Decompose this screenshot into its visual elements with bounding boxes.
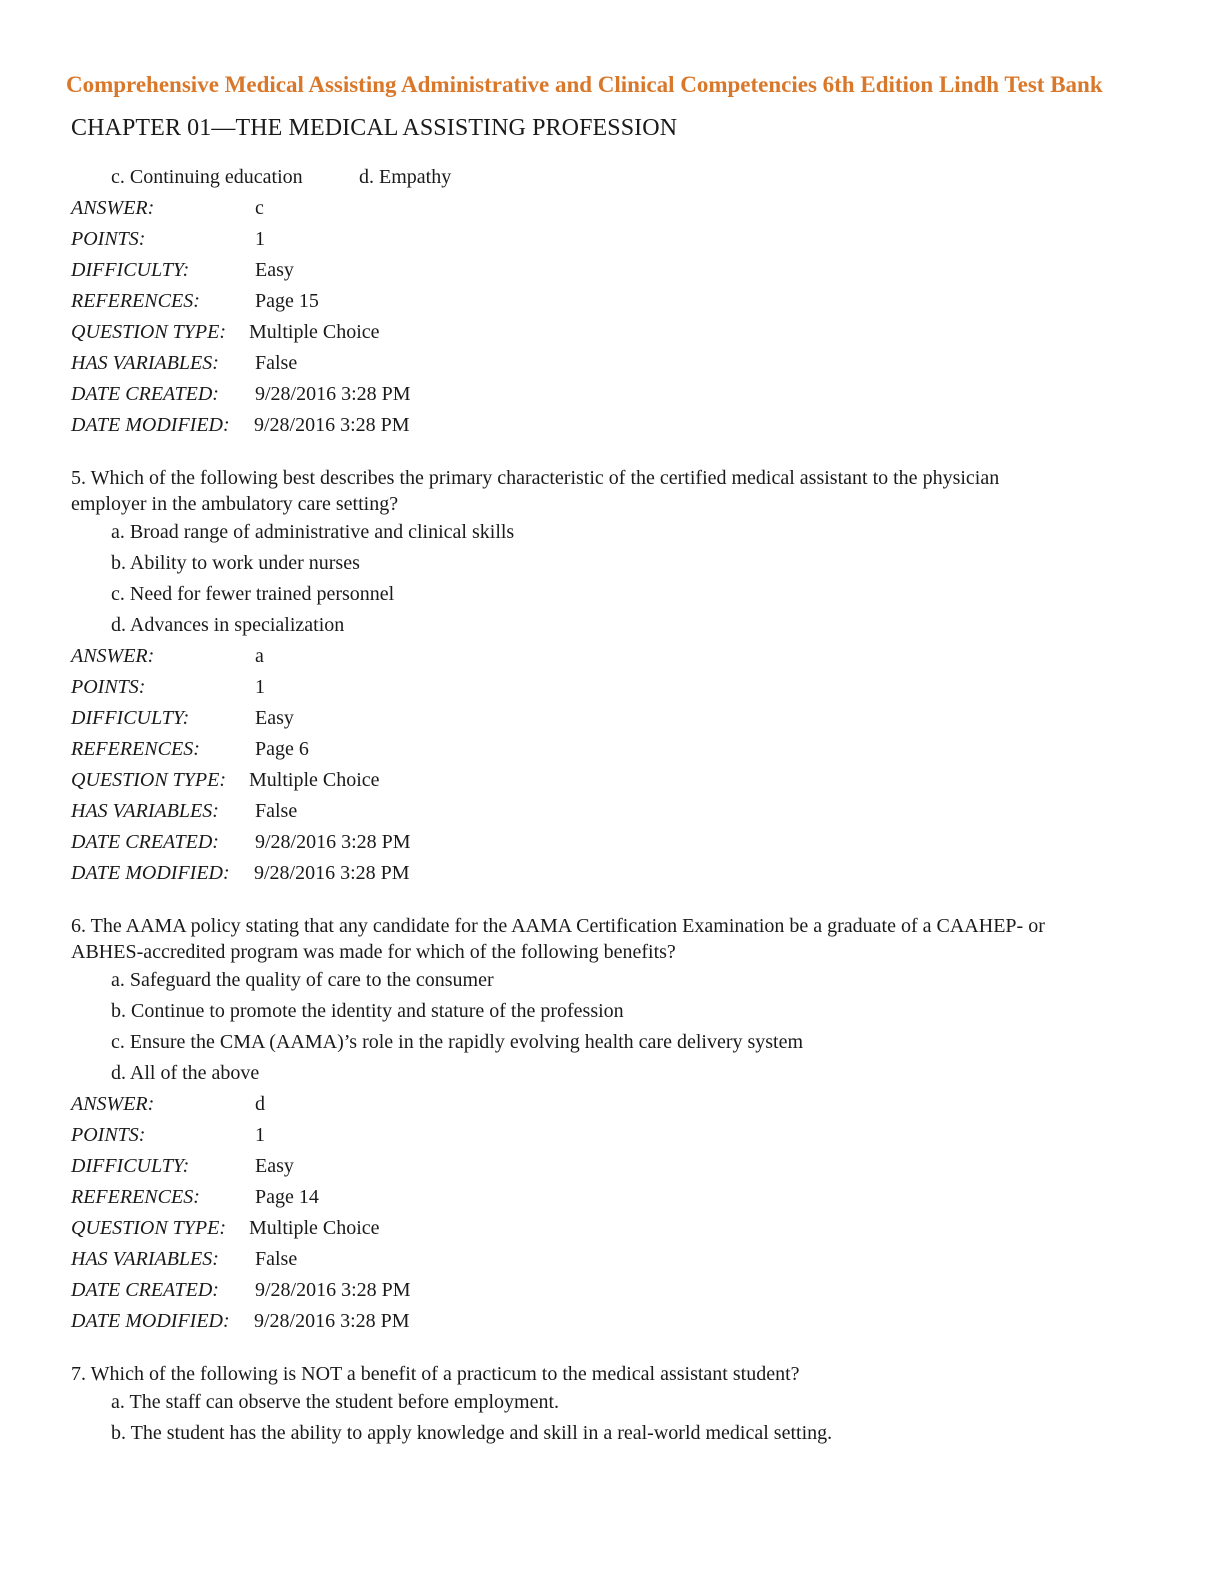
q5-references-label: REFERENCES: [71, 738, 200, 760]
q7-option-b: b. The student has the ability to apply knowledge and skill in a real-world medical setting. [111, 1422, 833, 1444]
chapter-heading: CHAPTER 01—THE MEDICAL ASSISTING PROFESSION [71, 115, 678, 141]
q4-difficulty-value: Easy [255, 259, 294, 281]
q5-option-c: c. Need for fewer trained personnel [111, 583, 395, 605]
q5-stem-line2: employer in the ambulatory care setting? [71, 493, 399, 515]
q6-question-type-label: QUESTION TYPE: [71, 1217, 227, 1239]
q4-difficulty-label: DIFFICULTY: [71, 259, 190, 281]
q5-points-label: POINTS: [71, 676, 146, 698]
q5-option-d: d. Advances in specialization [111, 614, 345, 636]
q5-difficulty-label: DIFFICULTY: [71, 707, 190, 729]
q6-difficulty-label: DIFFICULTY: [71, 1155, 190, 1177]
q6-stem-line2: ABHES-accredited program was made for which of the following benefits? [71, 941, 676, 963]
q5-date-modified-value: 9/28/2016 3:28 PM [254, 862, 410, 884]
q6-answer-value: d [255, 1093, 265, 1115]
q5-date-modified-label: DATE MODIFIED: [71, 862, 230, 884]
q4-answer-value: c [255, 197, 264, 219]
q6-points-value: 1 [255, 1124, 265, 1146]
q6-references-value: Page 14 [255, 1186, 319, 1208]
q6-has-variables-value: False [255, 1248, 298, 1270]
q5-references-value: Page 6 [255, 738, 309, 760]
q4-question-type-label: QUESTION TYPE: [71, 321, 227, 343]
q7-stem-line1: 7. Which of the following is NOT a benefit of a practicum to the medical assistant student? [71, 1363, 800, 1385]
q6-option-a: a. Safeguard the quality of care to the consumer [111, 969, 494, 991]
q4-has-variables-label: HAS VARIABLES: [71, 352, 219, 374]
q4-date-modified-value: 9/28/2016 3:28 PM [254, 414, 410, 436]
q4-answer-label: ANSWER: [71, 197, 155, 219]
q6-date-modified-value: 9/28/2016 3:28 PM [254, 1310, 410, 1332]
q5-option-a: a. Broad range of administrative and clinical skills [111, 521, 515, 543]
q4-references-value: Page 15 [255, 290, 319, 312]
q6-answer-label: ANSWER: [71, 1093, 155, 1115]
q6-option-c: c. Ensure the CMA (AAMA)’s role in the rapidly evolving health care delivery system [111, 1031, 804, 1053]
q4-references-label: REFERENCES: [71, 290, 200, 312]
q6-stem-line1: 6. The AAMA policy stating that any candidate for the AAMA Certification Examination be a graduate of a CAAHEP- or [71, 915, 1045, 937]
q4-option-d: d. Empathy [359, 166, 452, 188]
q5-difficulty-value: Easy [255, 707, 294, 729]
q5-answer-label: ANSWER: [71, 645, 155, 667]
q5-has-variables-label: HAS VARIABLES: [71, 800, 219, 822]
q4-question-type-value: Multiple Choice [249, 321, 380, 343]
q6-option-b: b. Continue to promote the identity and stature of the profession [111, 1000, 624, 1022]
q5-date-created-value: 9/28/2016 3:28 PM [255, 831, 411, 853]
q6-date-modified-label: DATE MODIFIED: [71, 1310, 230, 1332]
q4-has-variables-value: False [255, 352, 298, 374]
q6-date-created-value: 9/28/2016 3:28 PM [255, 1279, 411, 1301]
q5-answer-value: a [255, 645, 264, 667]
q6-option-d: d. All of the above [111, 1062, 260, 1084]
q4-points-value: 1 [255, 228, 265, 250]
q5-has-variables-value: False [255, 800, 298, 822]
q7-option-a: a. The staff can observe the student before employment. [111, 1391, 559, 1413]
test-bank-title: Comprehensive Medical Assisting Administrative and Clinical Competencies 6th Edition Lindh Test Bank [66, 72, 1103, 97]
q6-has-variables-label: HAS VARIABLES: [71, 1248, 219, 1270]
q5-date-created-label: DATE CREATED: [71, 831, 219, 853]
q5-option-b: b. Ability to work under nurses [111, 552, 360, 574]
q4-date-modified-label: DATE MODIFIED: [71, 414, 230, 436]
q4-date-created-label: DATE CREATED: [71, 383, 219, 405]
q5-stem-line1: 5. Which of the following best describes the primary characteristic of the certified medical assistant to the physician [71, 467, 1000, 489]
q4-points-label: POINTS: [71, 228, 146, 250]
q6-points-label: POINTS: [71, 1124, 146, 1146]
q5-question-type-value: Multiple Choice [249, 769, 380, 791]
q5-question-type-label: QUESTION TYPE: [71, 769, 227, 791]
q4-date-created-value: 9/28/2016 3:28 PM [255, 383, 411, 405]
q6-question-type-value: Multiple Choice [249, 1217, 380, 1239]
q4-option-c: c. Continuing education [111, 166, 303, 188]
q5-points-value: 1 [255, 676, 265, 698]
q6-date-created-label: DATE CREATED: [71, 1279, 219, 1301]
q6-references-label: REFERENCES: [71, 1186, 200, 1208]
q6-difficulty-value: Easy [255, 1155, 294, 1177]
